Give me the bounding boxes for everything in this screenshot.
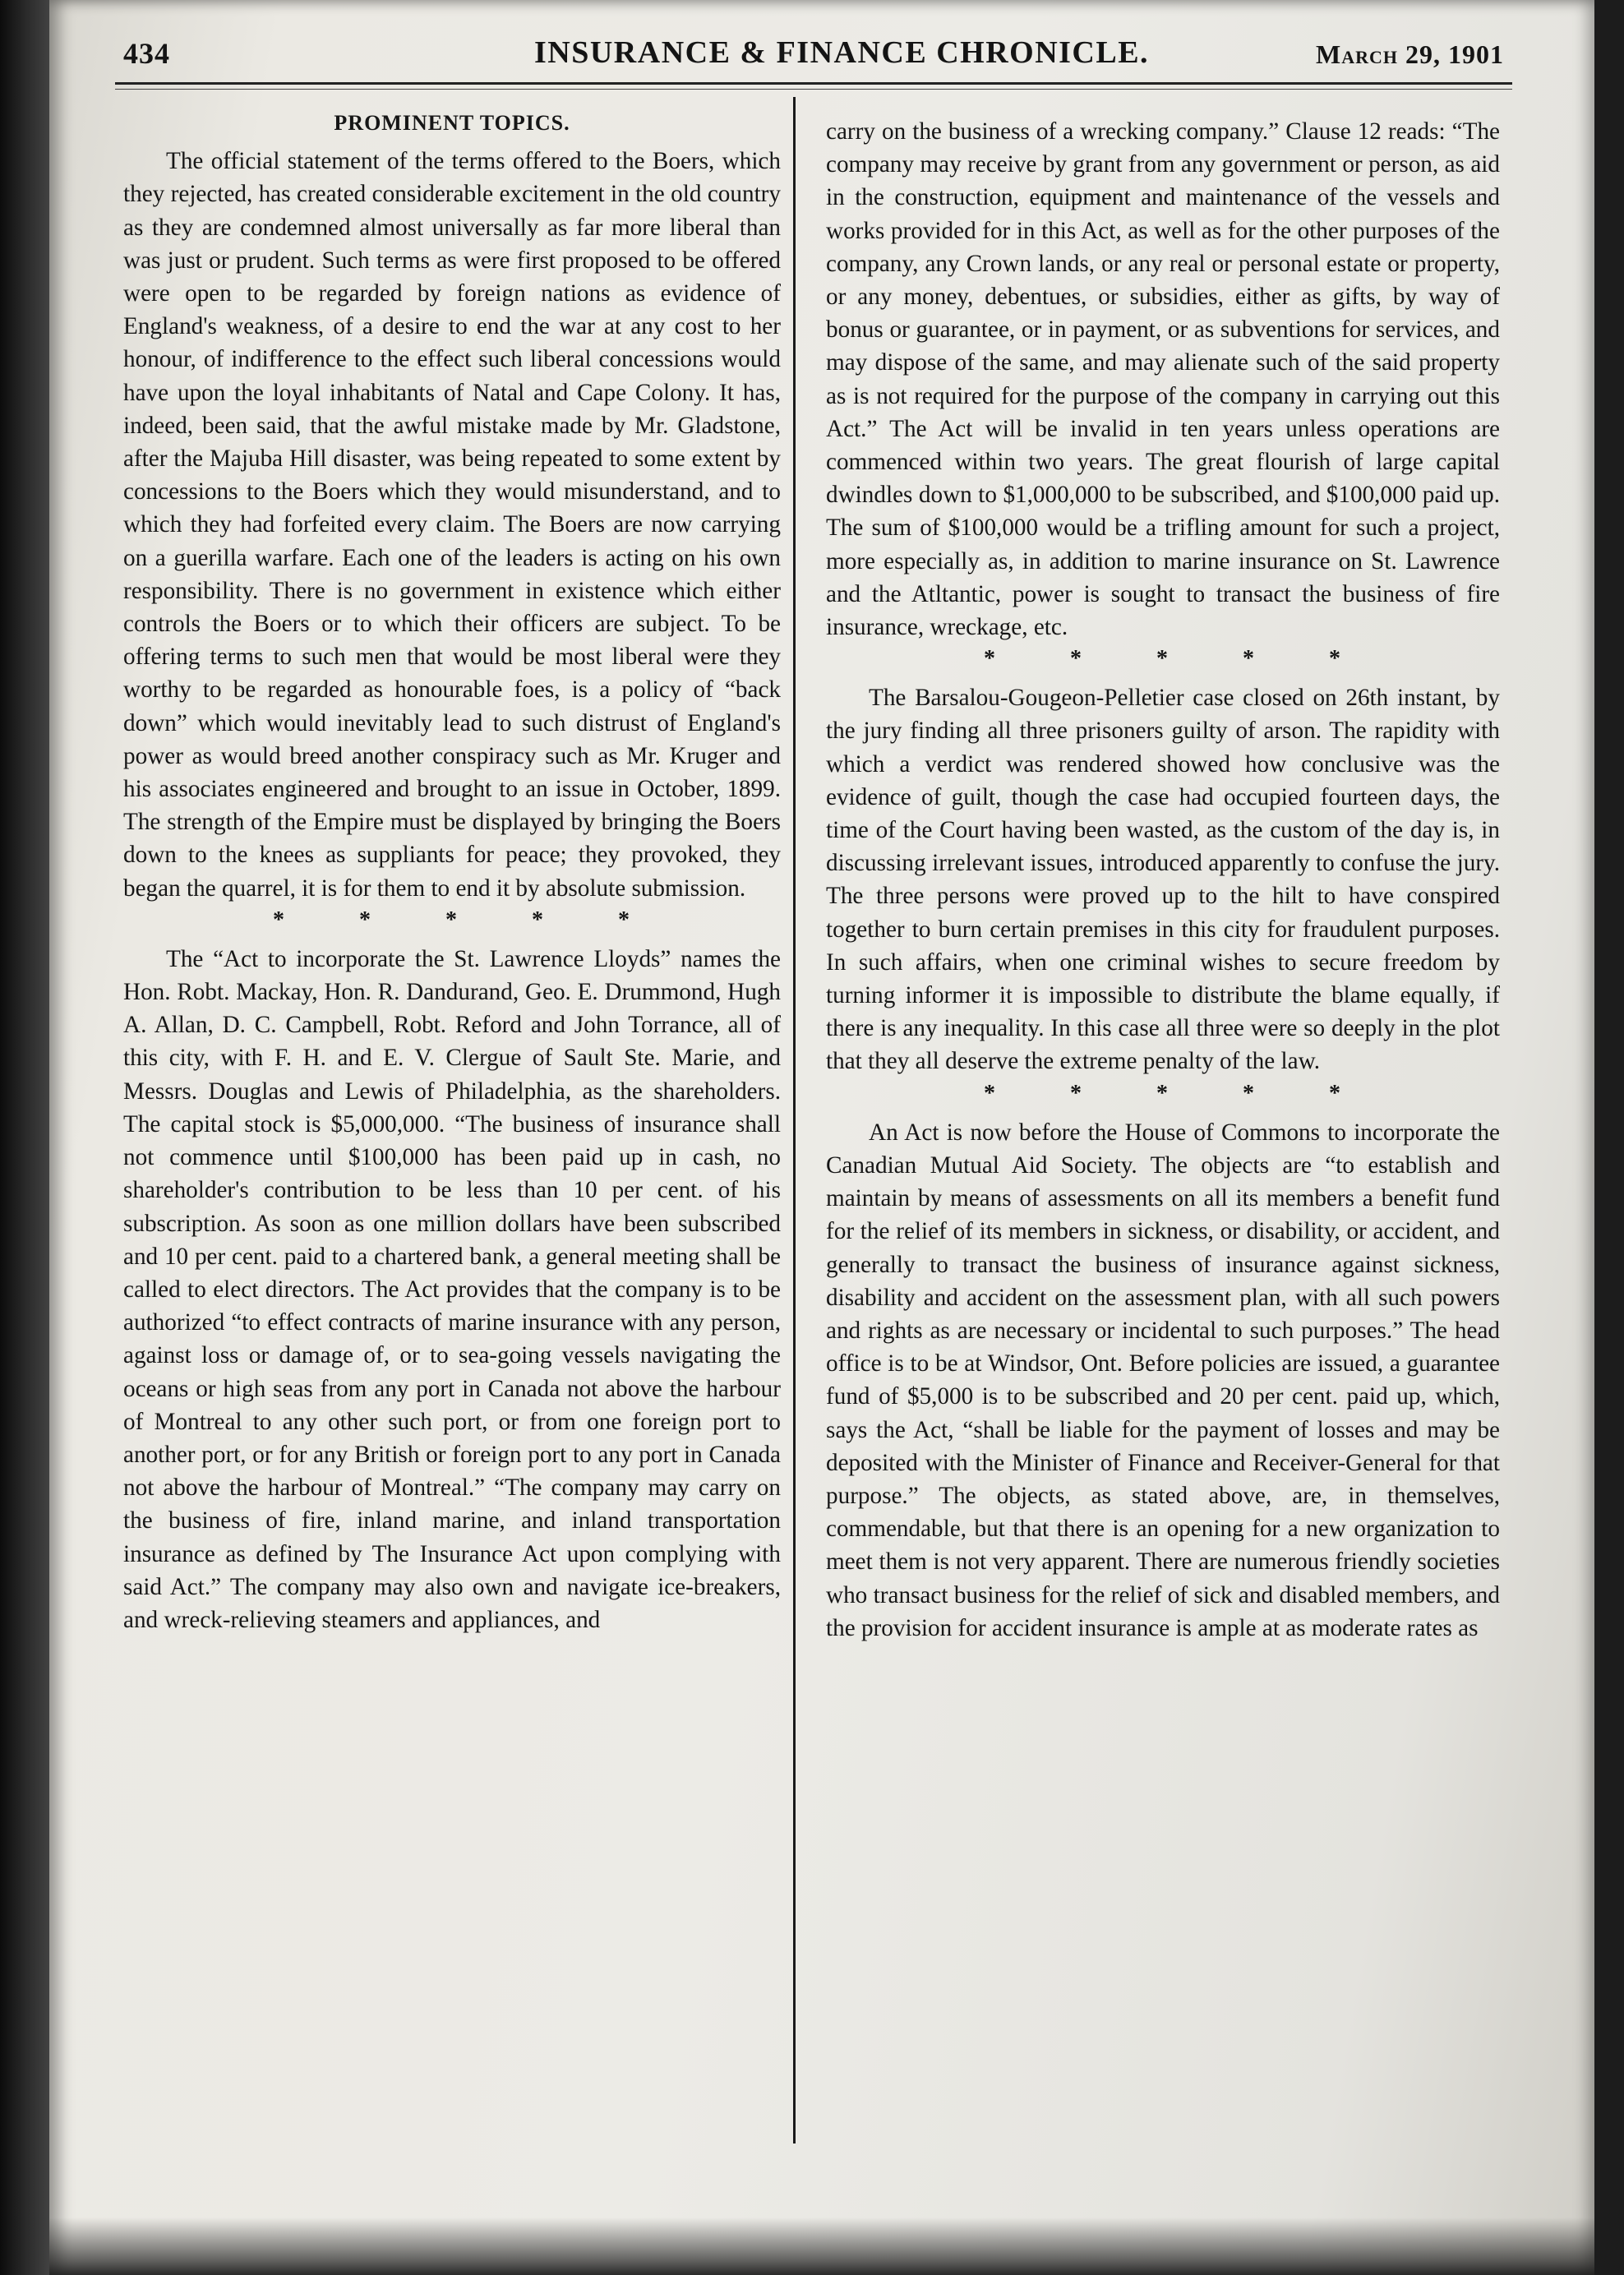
journal-title: INSURANCE & FINANCE CHRONICLE. bbox=[534, 35, 1150, 70]
page-number: 434 bbox=[123, 37, 170, 70]
column-divider bbox=[793, 97, 796, 2143]
separator-stars: * * * * * bbox=[984, 1080, 1375, 1106]
separator-stars: * * * * * bbox=[984, 646, 1375, 672]
article-st-lawrence-lloyds: The “Act to incorporate the St. Lawrence Lloyds” names the Hon. Robt. Mackay, Hon. R. Dandurand, Geo. E. Drummond, Hugh A. Allan, D. C. Campbell, Robt. Reford and John Torrance, all of this city, with F. H. and E. V. Clergue of Sault Ste. Marie, and Messrs. Douglas and Lewis of Philadelphia, as the shareholders. The capital stock is $5,000,000. “The business of insurance shall not commence until $100,000 has been paid up in cash, no shareholder's contribution to be less than 10 per cent. of his subscription. As soon as one million dollars have been subscribed and 10 per cent. paid to a chartered bank, a general meeting shall be called to elect directors. The Act provides that the company is to be authorized “to effect contracts of marine insurance with any person, against loss or damage of, or to sea-going vessels navigating the oceans or high seas from any port in Canada not above the harbour of Montreal to any other such port, or from one foreign port to another port, or for any British or foreign port to any port in Canada not above the harbour of Montreal.” “The company may carry on the business of fire, inland marine, and inland transportation insurance as defined by The Insurance Act upon complying with said Act.” The company may also own and navigate ice-breakers, and wreck-relieving steamers and appliances, and bbox=[123, 945, 781, 1633]
page-header bbox=[123, 35, 1504, 77]
right-column bbox=[826, 115, 1500, 1645]
article-st-lawrence-lloyds-continued: carry on the business of a wrecking company.” Clause 12 reads: “The company may receive by grant from any government or person, as aid in the construction, equipment and maintenance of the vessels and works provided for in this Act, as well as for the other purposes of the company, any Crown lands, or any real or personal estate or property, or any money, debentues, or subsidies, either as gifts, by way of bonus or guarantee, or in payment, or as subventions for services, and may dispose of the same, and may alienate such of the said property as is not required for the purpose of the company in carrying out this Act.” The Act will be invalid in ten years unless operations are commenced within two years. The great flourish of large capital dwindles down to $1,000,000 to be subscribed, and $100,000 paid up. The sum of $100,000 would be a trifling amount for such a project, more especially as, in addition to marine insurance on St. Lawrence and the Atltantic, power is sought to transact the business of fire insurance, wreckage, etc. bbox=[826, 118, 1500, 641]
header-rule bbox=[115, 82, 1512, 85]
separator-stars: * * * * * bbox=[273, 907, 664, 933]
article-barsalou-case: The Barsalou-Gougeon-Pelletier case closed on 26th instant, by the jury finding all three prisoners guilty of arson. The rapidity with which a verdict was rendered showed how conclusive was the evidence of guilt, though the case had occupied fourteen days, the time of the Court having been wasted, as the custom of the day is, in discussing irrelevant issues, introduced apparently to confuse the jury. The three persons were proved up to the hilt to have conspired together to burn certain premises in this city for fraudulent purposes. In such affairs, when one criminal wishes to secure freedom by turning informer it is impossible to distribute the blame equally, if there is any inequality. In this case all three were so deeply in the plot that they all deserve the extreme penalty of the law. bbox=[826, 685, 1500, 1075]
issue-date: March 29, 1901 bbox=[1316, 39, 1504, 69]
article-boers: The official statement of the terms offered to the Boers, which they rejected, has created considerable excitement in the old country as they are condemned almost universally as far more liberal than was just or prudent. Such terms as were first proposed to be offered were open to be regarded by foreign nations as evidence of England's weakness, of a desire to end the war at any cost to her honour, of indifference to the effect such liberal concessions would have upon the loyal inhabitants of Natal and Cape Colony. It has, indeed, been said, that the awful mistake made by Mr. Gladstone, after the Majuba Hill disaster, was being repeated to some extent by concessions to the Boers which they would misunderstand, and to which they had forfeited every claim. The Boers are now carrying on a guerilla warfare. Each one of the leaders is acting on his own responsibility. There is no government in existence which either controls the Boers or to which their officers are subject. To be offering terms to such men that would be most liberal were they worthy to be regarded as honourable foes, is a policy of “back down” which would inevitably lead to such distrust of England's power as would breed another conspiracy such as Mr. Kruger and his associates engineered and brought to an issue in October, 1899. The strength of the Empire must be displayed by bringing the Boers down to the knees as suppliants for peace; they provoked, they began the quarrel, it is for them to end it by absolute submission. bbox=[123, 148, 781, 902]
article-canadian-mutual-aid: An Act is now before the House of Commons to incorporate the Canadian Mutual Aid Society. The objects are “to establish and maintain by means of assessments on all its members a benefit fund for the relief of its members in sickness, or disability, or accident, and generally to transact the business of insurance against sickness, disability and accident on the assessment plan, with all such powers and rights as are necessary or incidental to such purposes.” The head office is to be at Windsor, Ont. Before policies are issued, a guarantee fund of $5,000 is to be subscribed and 20 per cent. paid up, which, says the Act, “shall be liable for the payment of losses and may be deposited with the Minister of Finance and Receiver-General for that purpose.” The objects, as stated above, are, in themselves, commendable, but that there is an opening for a new organization to meet them is not very apparent. There are numerous friendly societies who transact business for the relief of sick and disabled members, and the provision for accident insurance is ample at as moderate rates as bbox=[826, 1119, 1500, 1641]
section-heading: PROMINENT TOPICS. bbox=[334, 111, 570, 135]
left-column bbox=[123, 107, 781, 1636]
header-rule-thin bbox=[115, 89, 1512, 90]
scan-shadow bbox=[49, 2217, 1594, 2275]
